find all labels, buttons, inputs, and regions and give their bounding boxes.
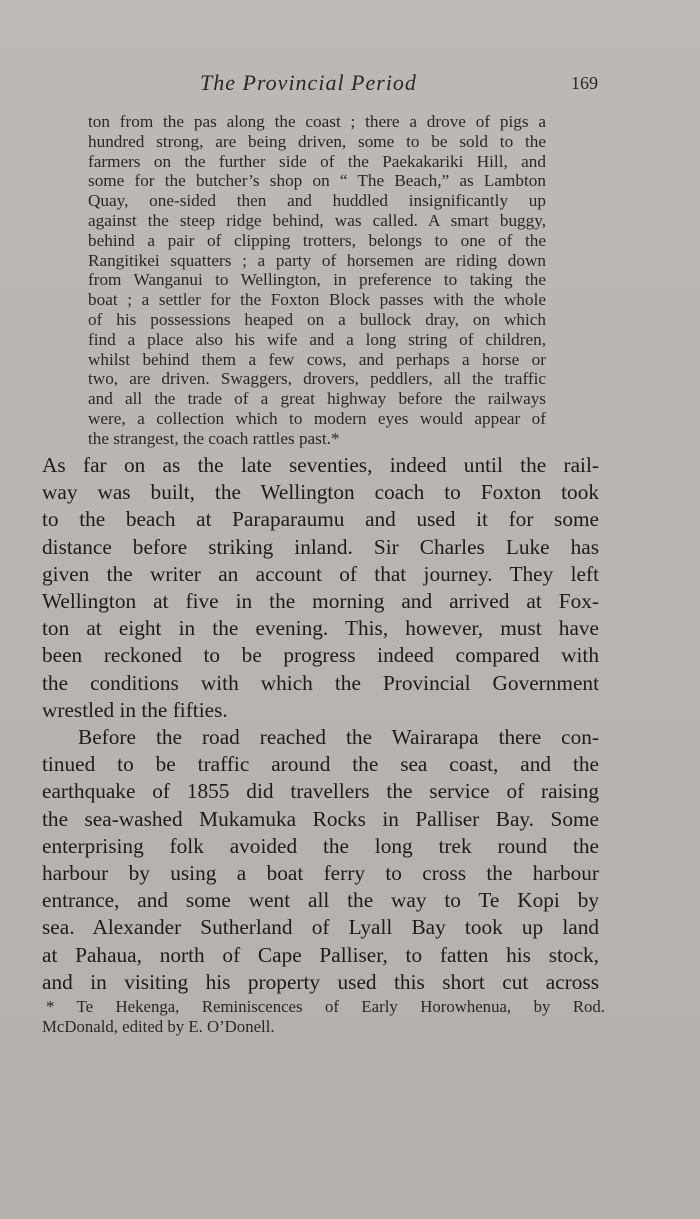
footnote-line: * Te Hekenga, Reminiscences of Early Horowhenua, by Rod. [46, 997, 605, 1016]
extract-line: ton from the pas along the coast ; there a drove of pigs a [88, 112, 546, 131]
body-line: the sea-washed Mukamuka Rocks in Palliser Bay. Some [42, 806, 599, 831]
extract-line: hundred strong, are being driven, some to be sold to the [88, 131, 546, 151]
body-line: way was built, the Wellington coach to Foxton took [42, 480, 599, 505]
extract-line: were, a collection which to modern eyes would appear of [88, 408, 546, 428]
body-line: the conditions with which the Provincial Government [42, 670, 599, 695]
extract-line: two, are driven. Swaggers, drovers, peddlers, all the traffic [88, 369, 546, 389]
body-line: distance before striking inland. Sir Charles Luke has [42, 534, 599, 559]
body-line: tinued to be traffic around the sea coast, and the [42, 752, 599, 777]
body-line: given the writer an account of that journey. They left [42, 561, 599, 586]
body-line: at Pahaua, north of Cape Palliser, to fatten his stock, [42, 942, 599, 967]
page-number: 169 [571, 73, 598, 93]
body-line: ton at eight in the evening. This, however, must have [42, 616, 599, 641]
quoted-extract [88, 112, 546, 449]
body-line: to the beach at Paraparaumu and used it for some [42, 507, 599, 532]
extract-line: behind a pair of clipping trotters, belongs to one of the [88, 230, 546, 250]
body-line: earthquake of 1855 did travellers the service of raising [42, 779, 599, 804]
body-line: and in visiting his property used this short cut across [42, 969, 599, 994]
extract-line: against the steep ridge behind, was called. A smart buggy, [88, 210, 546, 230]
body-line: Wellington at five in the morning and arrived at Fox- [42, 589, 599, 614]
extract-line: farmers on the further side of the Paekakariki Hill, and [88, 151, 546, 171]
body-line: harbour by using a boat ferry to cross the harbour [42, 861, 599, 886]
body-line: enterprising folk avoided the long trek round the [42, 833, 599, 858]
page-header [40, 70, 598, 100]
footnote [42, 997, 605, 1037]
body-line: entrance, and some went all the way to Te Kopi by [42, 888, 599, 913]
running-title: The Provincial Period [200, 70, 417, 95]
extract-line: some for the butcher’s shop on “ The Beach,” as Lambton [88, 171, 546, 191]
footnote-line: McDonald, edited by E. O’Donell. [42, 1017, 275, 1036]
body-line: sea. Alexander Sutherland of Lyall Bay took up land [42, 915, 599, 940]
body-line: wrestled in the fifties. [42, 697, 228, 722]
extract-line: of his possessions heaped on a bullock dray, on which [88, 309, 546, 329]
extract-line: and all the trade of a great highway before the railways [88, 389, 546, 409]
extract-line: find a place also his wife and a long string of children, [88, 329, 546, 349]
extract-line: Rangitikei squatters ; a party of horsemen are riding down [88, 250, 546, 270]
body-line: Before the road reached the Wairarapa there con- [78, 725, 599, 750]
extract-line: whilst behind them a few cows, and perhaps a horse or [88, 349, 546, 369]
body-text [42, 452, 599, 996]
extract-line: from Wanganui to Wellington, in preference to taking the [88, 270, 546, 290]
extract-line: the strangest, the coach rattles past.* [88, 428, 340, 448]
body-line: been reckoned to be progress indeed compared with [42, 643, 599, 668]
extract-line: boat ; a settler for the Foxton Block passes with the whole [88, 290, 546, 310]
body-line: As far on as the late seventies, indeed until the rail- [42, 453, 599, 477]
extract-line: Quay, one-sided then and huddled insignificantly up [88, 191, 546, 211]
